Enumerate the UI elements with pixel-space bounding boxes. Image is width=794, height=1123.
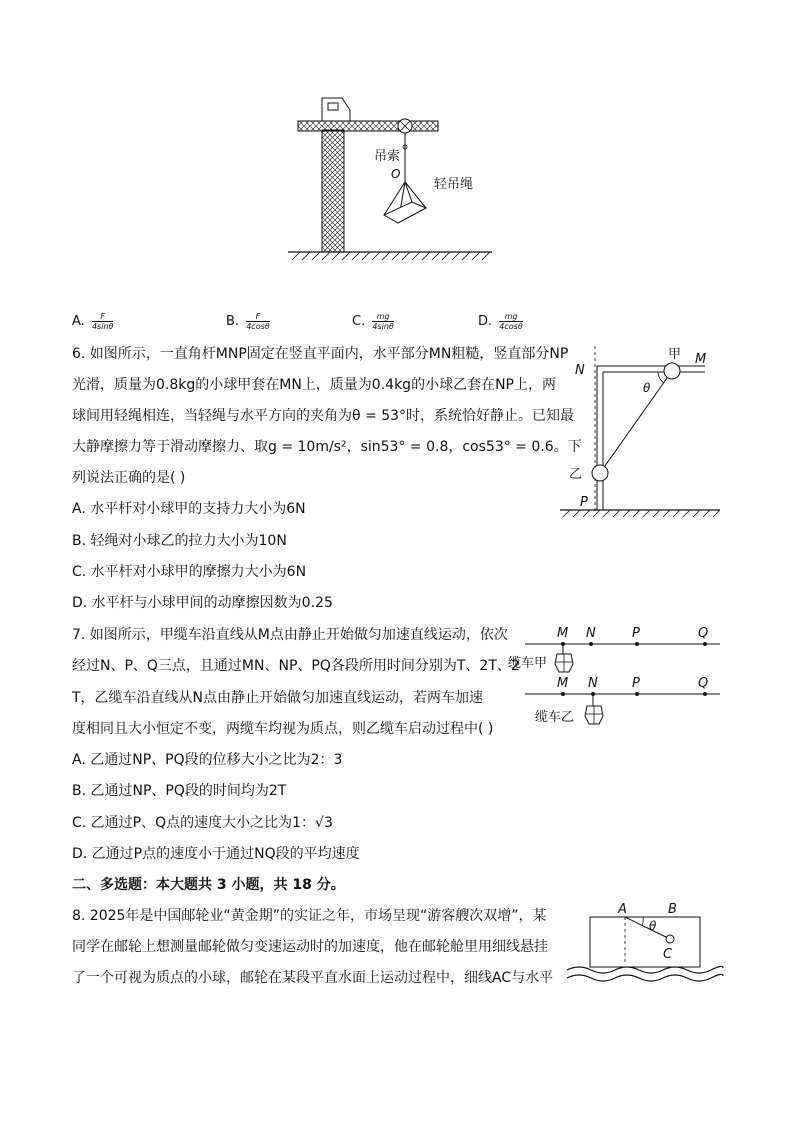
q6-label-P: P (580, 495, 588, 510)
q7-t1-label-N: N (586, 626, 596, 641)
q6-label-M: M (695, 352, 707, 367)
q8-line-3: 了一个可视为质点的小球，邮轮在某段平直水面上运动过程中，细线AC与水平 (72, 970, 554, 986)
q7-t1-label-P: P (632, 626, 640, 641)
q7-option-a[interactable]: A. 乙通过NP、PQ段的位移大小之比为2：3 (72, 752, 343, 768)
fraction: $\frac{mg}{4\cos\theta}$ (499, 312, 523, 331)
q7-line-3: T，乙缆车沿直线从N点由静止开始做匀加速直线运动，若两车加速 (72, 690, 484, 706)
q6-label-jia: 甲 (668, 347, 682, 362)
q7-label-car-jia: 缆车甲 (508, 656, 548, 671)
q6-option-d[interactable]: D. 水平杆与小球甲间的动摩擦因数为0.25 (72, 595, 333, 611)
q7-option-d[interactable]: D. 乙通过P点的速度小于通过NQ段的平均速度 (72, 846, 360, 862)
crane-label-cable: 吊索 (374, 149, 401, 164)
q6-line-5: 列说法正确的是( ) (72, 470, 186, 486)
section-2-heading: 二、多选题：本大题共 3 小题，共 18 分。 (72, 877, 345, 893)
q7-line-2: 经过N、P、Q三点，且通过MN、NP、PQ各段所用时间分别为T、2T、2 (72, 658, 520, 674)
q7-t1-label-M: M (557, 626, 569, 641)
q8-label-A: A (618, 902, 627, 917)
q6-figure (555, 340, 725, 522)
fraction: $\frac{F}{4\sin\theta}$ (91, 312, 114, 331)
q6-line-1: 6. 如图所示，一直角杆MNP固定在竖直平面内，水平部分MN粗糙，竖直部分NP (72, 346, 569, 362)
q8-line-2: 同学在邮轮上想测量邮轮做匀变速运动时的加速度，他在邮轮舱里用细线悬挂 (72, 939, 548, 955)
q7-t2-label-M: M (557, 676, 569, 691)
q8-label-B: B (668, 902, 677, 917)
q6-option-a[interactable]: A. 水平杆对小球甲的支持力大小为6N (72, 501, 306, 517)
q6-label-yi: 乙 (569, 467, 583, 482)
q7-t2-label-N: N (588, 676, 598, 691)
q6-option-c[interactable]: C. 水平杆对小球甲的摩擦力大小为6N (72, 564, 307, 580)
q8-line-1: 8. 2025年是中国邮轮业“黄金期”的实证之年，市场呈现“游客艘次双增”，某 (72, 908, 547, 924)
crane-figure (280, 90, 500, 270)
fraction: $\frac{F}{4\cos\theta}$ (246, 312, 270, 331)
q7-figure (505, 620, 725, 738)
q6-line-2: 光滑，质量为0.8kg的小球甲套在MN上，质量为0.4kg的小球乙套在NP上，两 (72, 377, 556, 393)
q5-option-b[interactable]: B. $\frac{F}{4\cos\theta}$ (226, 312, 270, 331)
fraction: $\frac{mg}{4\sin\theta}$ (372, 312, 394, 331)
q6-label-theta: θ (643, 381, 651, 395)
q5-option-a[interactable]: A. $\frac{F}{4\sin\theta}$ (72, 312, 114, 331)
q7-line-1: 7. 如图所示，甲缆车沿直线从M点由静止开始做匀加速直线运动，依次 (72, 627, 508, 643)
q6-option-b[interactable]: B. 轻绳对小球乙的拉力大小为10N (72, 533, 287, 549)
q7-t2-label-P: P (632, 676, 640, 691)
q7-label-car-yi: 缆车乙 (535, 710, 575, 725)
q6-line-3: 球间用轻绳相连，当轻绳与水平方向的夹角为θ = 53°时，系统恰好静止。已知最 (72, 408, 575, 424)
q7-t1-label-Q: Q (698, 626, 709, 641)
q5-option-c[interactable]: C. $\frac{mg}{4\sin\theta}$ (352, 312, 394, 331)
crane-label-rope: 轻吊绳 (434, 177, 474, 192)
q8-label-C: C (663, 947, 673, 962)
q7-line-4: 度相同且大小恒定不变，两缆车均视为质点，则乙缆车启动过程中( ) (72, 721, 494, 737)
q7-option-c[interactable]: C. 乙通过P、Q点的速度大小之比为1：√3 (72, 815, 333, 831)
q5-option-d[interactable]: D. $\frac{mg}{4\cos\theta}$ (478, 312, 523, 331)
q6-label-N: N (575, 363, 585, 378)
q7-option-b[interactable]: B. 乙通过NP、PQ段的时间均为2T (72, 783, 287, 799)
crane-label-O: O (391, 167, 401, 181)
q6-line-4: 大静摩擦力等于滑动摩擦力、取g = 10m/s²，sin53° = 0.8，cos53° = 0.6。下 (72, 439, 582, 455)
q7-t2-label-Q: Q (698, 676, 709, 691)
q8-label-theta: θ (649, 919, 657, 933)
q8-figure (565, 900, 725, 990)
